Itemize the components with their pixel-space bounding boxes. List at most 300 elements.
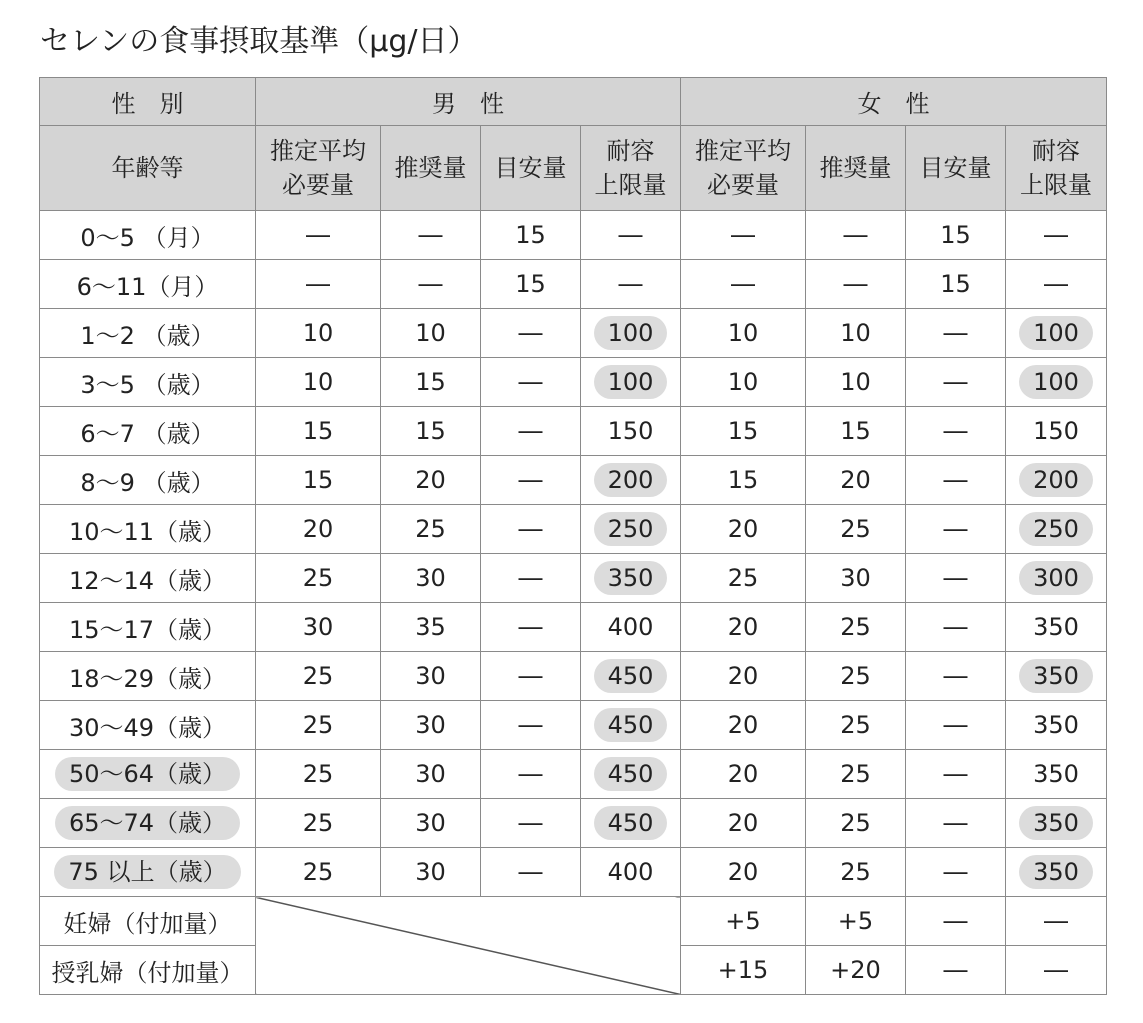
cell-m3 (481, 652, 581, 701)
cell-value: 25 (302, 858, 334, 886)
cell-value: 150 (607, 417, 654, 445)
cell-age (40, 260, 256, 309)
cell-value: 400 (607, 613, 654, 641)
cell-f1 (681, 603, 806, 652)
cell-m3 (481, 603, 581, 652)
table-row (40, 358, 1107, 407)
cell-age (40, 407, 256, 456)
cell-value: 350 (1019, 659, 1093, 693)
age-label: 10～11（歳） (68, 517, 227, 546)
cell-value: 15 (727, 417, 759, 445)
cell-value: 150 (1033, 417, 1079, 445)
cell-m4 (581, 652, 681, 701)
header-female (681, 78, 1107, 126)
cell-f3 (906, 701, 1006, 750)
cell-f4 (1006, 309, 1107, 358)
cell-f1 (681, 505, 806, 554)
lactating-f3: ― (943, 956, 968, 984)
cell-m1 (256, 799, 381, 848)
table-row (40, 701, 1107, 750)
header-sex (40, 78, 256, 126)
cell-value: ― (943, 564, 968, 592)
cell-value: ― (1044, 270, 1068, 298)
cell-f1 (681, 701, 806, 750)
cell-value: ― (518, 760, 543, 788)
cell-value: 250 (1019, 512, 1093, 546)
cell-f4 (1006, 799, 1107, 848)
cell-value: 15 (302, 417, 334, 445)
cell-value: 200 (594, 463, 668, 497)
cell-value: 30 (415, 564, 446, 592)
cell-value: ― (943, 417, 968, 445)
table-body (40, 211, 1107, 897)
cell-value: 400 (607, 858, 654, 886)
cell-value: ― (943, 809, 968, 837)
cell-value: ― (518, 858, 543, 886)
cell-value: 20 (727, 760, 759, 788)
cell-value: ― (943, 662, 968, 690)
cell-value: 25 (840, 515, 871, 543)
cell-value: 25 (840, 809, 871, 837)
cell-f4 (1006, 603, 1107, 652)
header-female-label: 女 性 (857, 90, 930, 118)
cell-age (40, 456, 256, 505)
cell-value: ― (518, 613, 543, 641)
cell-m3 (481, 750, 581, 799)
age-label: 50～64（歳） (55, 757, 240, 791)
cell-f4 (1006, 750, 1107, 799)
table-row (40, 260, 1107, 309)
cell-value: ― (306, 270, 330, 298)
pregnant-f2: +5 (837, 907, 874, 935)
cell-f3 (906, 750, 1006, 799)
cell-value: ― (943, 711, 968, 739)
header-f-rda (806, 126, 906, 211)
cell-f2 (806, 211, 906, 260)
selenium-intake-table (39, 77, 1107, 995)
table-row (40, 603, 1107, 652)
cell-value: ― (418, 270, 443, 298)
cell-value: 10 (727, 368, 759, 396)
cell-f1 (681, 358, 806, 407)
cell-value: 10 (302, 319, 334, 347)
cell-value: 30 (415, 858, 446, 886)
cell-f2 (806, 701, 906, 750)
header-f-ai (906, 126, 1006, 211)
cell-m2 (381, 701, 481, 750)
cell-value: ― (518, 515, 543, 543)
cell-value: 15 (415, 417, 446, 445)
cell-f2 (806, 505, 906, 554)
cell-value: 25 (302, 711, 334, 739)
header-f-ul (1006, 126, 1107, 211)
cell-value: 20 (727, 662, 759, 690)
cell-m4 (581, 505, 681, 554)
cell-f2 (806, 799, 906, 848)
cell-value: 350 (594, 561, 668, 595)
header-f-rda-label: 推奨量 (819, 154, 892, 182)
cell-f3 (906, 456, 1006, 505)
cell-value: 15 (302, 466, 334, 494)
cell-f4 (1006, 848, 1107, 897)
header-m-ai (481, 126, 581, 211)
table-row (40, 799, 1107, 848)
cell-value: 25 (840, 613, 871, 641)
cell-value: 20 (302, 515, 334, 543)
cell-value: 450 (594, 659, 668, 693)
cell-m2 (381, 554, 481, 603)
cell-m3 (481, 260, 581, 309)
table-row (40, 309, 1107, 358)
cell-m4 (581, 407, 681, 456)
cell-value: 10 (727, 319, 759, 347)
cell-m3 (481, 701, 581, 750)
header-m-rda (381, 126, 481, 211)
cell-value: 15 (415, 368, 446, 396)
cell-f4 (1006, 505, 1107, 554)
cell-value: 25 (302, 760, 334, 788)
cell-value: ― (943, 466, 968, 494)
cell-value: 25 (415, 515, 446, 543)
cell-value: 450 (594, 757, 668, 791)
table-row (40, 750, 1107, 799)
cell-f1 (681, 211, 806, 260)
pregnant-f1: +5 (725, 907, 761, 935)
cell-m4 (581, 211, 681, 260)
page-title: セレンの食事摂取基準（μg/日） (40, 24, 478, 59)
cell-m2 (381, 603, 481, 652)
cell-value: 15 (940, 270, 971, 298)
cell-f3 (906, 260, 1006, 309)
cell-value: 15 (515, 270, 546, 298)
lactating-f4: ― (1044, 956, 1068, 984)
cell-age (40, 309, 256, 358)
cell-age (40, 799, 256, 848)
cell-f4 (1006, 652, 1107, 701)
cell-m1 (256, 260, 381, 309)
header-m-ai-label: 目安量 (494, 154, 567, 182)
cell-value: ― (943, 858, 968, 886)
cell-m3 (481, 407, 581, 456)
cell-m4 (581, 701, 681, 750)
age-label: 75 以上（歳） (54, 855, 240, 889)
cell-m3 (481, 848, 581, 897)
cell-age (40, 946, 256, 995)
cell-f1 (681, 848, 806, 897)
cell-value: 350 (1033, 711, 1079, 739)
table-row-pregnant (40, 897, 1107, 946)
cell-f4 (1006, 701, 1107, 750)
cell-value: 100 (1019, 365, 1093, 399)
cell-value: 25 (840, 760, 871, 788)
cell-m2 (381, 260, 481, 309)
header-m-ear (256, 126, 381, 211)
cell-m1 (256, 505, 381, 554)
cell-value: ― (943, 760, 968, 788)
cell-value: ― (618, 270, 643, 298)
cell-f3 (906, 309, 1006, 358)
cell-m2 (381, 750, 481, 799)
cell-value: 10 (840, 319, 871, 347)
table-row (40, 652, 1107, 701)
cell-f3 (906, 897, 1006, 946)
cell-f4 (1006, 407, 1107, 456)
cell-m1 (256, 750, 381, 799)
cell-m4 (581, 750, 681, 799)
cell-f2 (806, 750, 906, 799)
cell-value: 100 (594, 365, 668, 399)
cell-m4 (581, 260, 681, 309)
cell-age (40, 701, 256, 750)
cell-m2 (381, 652, 481, 701)
cell-f4 (1006, 946, 1107, 995)
cell-value: 20 (727, 515, 759, 543)
cell-f1 (681, 750, 806, 799)
cell-value: 350 (1033, 760, 1079, 788)
age-label: 12～14（歳） (68, 566, 227, 595)
diagonal-empty-cell (256, 897, 681, 995)
cell-m3 (481, 554, 581, 603)
cell-m2 (381, 848, 481, 897)
cell-value: ― (943, 515, 968, 543)
cell-f3 (906, 799, 1006, 848)
cell-value: ― (731, 221, 755, 249)
cell-m1 (256, 701, 381, 750)
cell-m2 (381, 505, 481, 554)
cell-value: 25 (840, 711, 871, 739)
header-m-ul (581, 126, 681, 211)
cell-f3 (906, 946, 1006, 995)
cell-f2 (806, 456, 906, 505)
cell-f2 (806, 407, 906, 456)
cell-f1 (681, 456, 806, 505)
cell-value: 350 (1019, 806, 1093, 840)
cell-f1 (681, 260, 806, 309)
cell-m4 (581, 456, 681, 505)
cell-f3 (906, 554, 1006, 603)
cell-value: ― (843, 221, 868, 249)
cell-value: 20 (727, 613, 759, 641)
cell-m4 (581, 848, 681, 897)
cell-value: 20 (727, 711, 759, 739)
cell-value: ― (943, 319, 968, 347)
cell-value: 30 (415, 809, 446, 837)
cell-m1 (256, 652, 381, 701)
cell-value: 100 (1019, 316, 1093, 350)
cell-value: ― (518, 466, 543, 494)
cell-value: 20 (727, 809, 759, 837)
cell-f2 (806, 946, 906, 995)
age-label: 3～5 （歳） (80, 370, 215, 399)
cell-m2 (381, 407, 481, 456)
age-label: 15～17（歳） (68, 615, 227, 644)
cell-value: ― (518, 417, 543, 445)
age-label: 65～74（歳） (55, 806, 240, 840)
cell-value: 30 (415, 760, 446, 788)
header-f-ear-label: 推定平均 必要量 (695, 137, 791, 199)
cell-f3 (906, 603, 1006, 652)
age-label: 8～9 （歳） (80, 468, 215, 497)
cell-f4 (1006, 260, 1107, 309)
cell-value: ― (843, 270, 868, 298)
cell-f2 (806, 897, 906, 946)
lactating-age: 授乳婦（付加量） (51, 958, 244, 987)
age-label: 0～5 （月） (80, 223, 215, 252)
supplement-rows (40, 897, 1107, 995)
cell-m2 (381, 358, 481, 407)
cell-value: 25 (302, 809, 334, 837)
cell-m1 (256, 407, 381, 456)
cell-value: 350 (1019, 855, 1093, 889)
cell-f2 (806, 848, 906, 897)
header-f-ear (681, 126, 806, 211)
cell-value: 10 (415, 319, 446, 347)
cell-f4 (1006, 358, 1107, 407)
cell-value: 15 (727, 466, 759, 494)
cell-f3 (906, 407, 1006, 456)
cell-value: 25 (727, 564, 759, 592)
cell-value: 25 (840, 858, 871, 886)
cell-f1 (681, 799, 806, 848)
cell-f1 (681, 897, 806, 946)
cell-age (40, 848, 256, 897)
table-row (40, 456, 1107, 505)
cell-value: 250 (594, 512, 668, 546)
cell-f2 (806, 652, 906, 701)
table-row (40, 211, 1107, 260)
cell-m4 (581, 603, 681, 652)
cell-f1 (681, 652, 806, 701)
table-row (40, 554, 1107, 603)
cell-age (40, 897, 256, 946)
cell-value: 35 (415, 613, 446, 641)
cell-age (40, 358, 256, 407)
cell-value: 25 (302, 564, 334, 592)
cell-f3 (906, 211, 1006, 260)
cell-value: ― (943, 368, 968, 396)
cell-m2 (381, 211, 481, 260)
cell-f1 (681, 407, 806, 456)
cell-value: ― (518, 368, 543, 396)
cell-m3 (481, 309, 581, 358)
cell-f4 (1006, 897, 1107, 946)
pregnant-age: 妊婦（付加量） (63, 909, 232, 938)
cell-m3 (481, 456, 581, 505)
cell-value: 20 (840, 466, 871, 494)
cell-m2 (381, 799, 481, 848)
cell-f3 (906, 652, 1006, 701)
cell-f2 (806, 603, 906, 652)
cell-m4 (581, 358, 681, 407)
cell-value: 300 (1019, 561, 1093, 595)
cell-m3 (481, 505, 581, 554)
pregnant-f4: ― (1044, 907, 1068, 935)
cell-m3 (481, 211, 581, 260)
table-row (40, 505, 1107, 554)
header-m-rda-label: 推奨量 (394, 154, 467, 182)
cell-value: ― (1044, 221, 1068, 249)
lactating-f2: +20 (830, 956, 881, 984)
cell-value: ― (306, 221, 330, 249)
cell-value: 450 (594, 806, 668, 840)
header-age (40, 126, 256, 211)
cell-value: ― (518, 662, 543, 690)
cell-age (40, 652, 256, 701)
header-male-label: 男 性 (432, 90, 504, 118)
cell-f1 (681, 309, 806, 358)
cell-value: 10 (840, 368, 871, 396)
cell-value: 30 (840, 564, 871, 592)
cell-m1 (256, 554, 381, 603)
cell-value: 25 (840, 662, 871, 690)
cell-age (40, 505, 256, 554)
age-label: 6～7 （歳） (80, 419, 215, 448)
cell-value: 30 (302, 613, 334, 641)
age-label: 30～49（歳） (68, 713, 227, 742)
cell-f4 (1006, 554, 1107, 603)
cell-value: ― (418, 221, 443, 249)
cell-value: ― (518, 809, 543, 837)
age-label: 6～11（月） (76, 272, 219, 301)
cell-m1 (256, 309, 381, 358)
cell-m4 (581, 554, 681, 603)
cell-value: 20 (415, 466, 446, 494)
cell-value: 450 (594, 708, 668, 742)
cell-f2 (806, 554, 906, 603)
cell-m4 (581, 309, 681, 358)
cell-value: ― (518, 564, 543, 592)
cell-age (40, 603, 256, 652)
cell-value: 10 (302, 368, 334, 396)
cell-value: 25 (302, 662, 334, 690)
header-male (256, 78, 681, 126)
cell-m1 (256, 211, 381, 260)
cell-f3 (906, 358, 1006, 407)
cell-value: 30 (415, 662, 446, 690)
header-m-ul-label: 耐容 上限量 (594, 137, 667, 199)
cell-f2 (806, 309, 906, 358)
cell-age (40, 211, 256, 260)
cell-value: 200 (1019, 463, 1093, 497)
cell-m1 (256, 603, 381, 652)
table-row (40, 848, 1107, 897)
cell-value: 20 (727, 858, 759, 886)
cell-m1 (256, 358, 381, 407)
cell-f1 (681, 946, 806, 995)
cell-value: 350 (1033, 613, 1079, 641)
cell-f3 (906, 848, 1006, 897)
header-sex-label: 性 別 (111, 90, 184, 118)
cell-m3 (481, 799, 581, 848)
header-age-label: 年齢等 (111, 154, 184, 182)
cell-m1 (256, 456, 381, 505)
cell-age (40, 750, 256, 799)
cell-value: ― (518, 319, 543, 347)
cell-value: 30 (415, 711, 446, 739)
cell-age (40, 554, 256, 603)
table-row (40, 407, 1107, 456)
header-f-ul-label: 耐容 上限量 (1020, 137, 1092, 199)
lactating-f1: +15 (717, 956, 769, 984)
cell-value: 15 (515, 221, 546, 249)
cell-f4 (1006, 456, 1107, 505)
cell-m3 (481, 358, 581, 407)
age-label: 18～29（歳） (68, 664, 227, 693)
cell-m1 (256, 848, 381, 897)
header-f-ai-label: 目安量 (919, 154, 992, 182)
cell-value: 100 (594, 316, 668, 350)
cell-m4 (581, 799, 681, 848)
